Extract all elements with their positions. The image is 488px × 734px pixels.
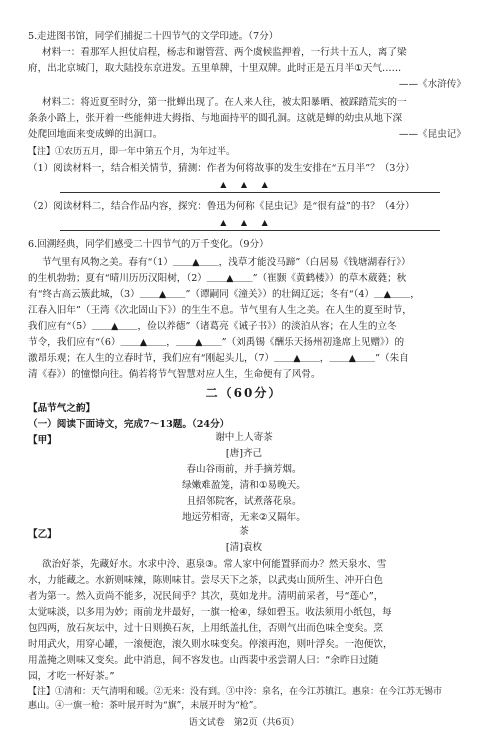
q6-line6: 节令，我们应有“（6）＿＿▲＿＿，＿＿▲＿＿”（刘禹锡《酬乐天扬州初逢席上见赠》）的 bbox=[28, 337, 405, 348]
q5-material2-line1: 材料二：将近夏至时分，第一批蝉出现了。在人来人往，被太阳暴晒、被踩踏荒实的一 bbox=[42, 97, 407, 108]
q5-material2-source: ——《昆虫记》 bbox=[398, 129, 466, 140]
prose-line6: 时用武火，用穿心罐，一滚便泡，滚久则水味变矣。停滚再泡，则叶浮矣。一泡便饮， bbox=[28, 639, 393, 650]
q5-intro: 5.走进图书馆，同学们捕捉二十四节气的文学印迹。（7分） bbox=[28, 31, 279, 42]
prose-title: 茶 bbox=[239, 526, 249, 537]
q5-material1-line1: 材料一：看那军人担仗启程，杨志和谢管营、两个虞候监押着，一行共十五人，离了梁 bbox=[42, 47, 407, 58]
prose-note-line2: 惠山。④一旗一枪：茶叶展开时为“旗”，未展开时为“枪”。 bbox=[28, 701, 263, 711]
prose-line1: 欲治好茶，先藏好水。水求中泠、惠泉③。常人家中何能置驿而办？然天泉水、雪 bbox=[42, 559, 387, 570]
q5-material2-line3: 处爬回地面来变成蝉的出洞口。 bbox=[28, 129, 163, 140]
q5-material1-line2: 府，出北京城门，取大陆投东京进发。五里单牌，十里双牌。此时正是五月半①天气…… bbox=[28, 63, 402, 74]
page-footer: 语文试卷 第2页（共6页） bbox=[188, 718, 300, 728]
poem-line1: 春山谷雨前，并手摘芳烟。 bbox=[186, 464, 302, 475]
poem-author: [唐]齐己 bbox=[225, 448, 263, 459]
part2-section-head: 【品节气之韵】 bbox=[28, 403, 96, 414]
q5-material2-line2: 条条小路上，张开着一些能伸进大拇指、与地面持平的圆孔洞。这就是蝉的幼虫从地下深 bbox=[28, 113, 403, 124]
prose-line2: 水，力能藏之。水新则味辣，陈则味甘。尝尽天下之茶，以武夷山顶所生、冲开白色 bbox=[28, 575, 383, 586]
prose-author: [清]袁枚 bbox=[225, 542, 263, 553]
prose-line3: 者为第一。然入贡尚不能多，况民间乎？其次，莫如龙井。清明前采者，号“莲心”， bbox=[28, 591, 384, 602]
poem-title: 谢中上人寄茶 bbox=[215, 432, 273, 443]
part2-jia-label: 【甲】 bbox=[28, 435, 57, 446]
part2-title: 二（60分） bbox=[205, 386, 283, 400]
q6-line4: 江春入旧年”（王湾《次北固山下》）的生生不息。节气里有人生之美。在人生的夏至时节， bbox=[28, 305, 412, 316]
q5-answer-marks-2: ▲ ▲ ▲ bbox=[220, 218, 274, 227]
prose-line4: 太觉味淡，以多用为妙；雨前龙井最好，一旗一枪④，绿如碧玉。收法须用小纸包，每 bbox=[28, 607, 392, 618]
q5-note: 【注】①农历五月，即一年中第五个月，为年过半。 bbox=[28, 147, 236, 157]
q5-material1-source: ——《水浒传》 bbox=[398, 79, 466, 90]
q6-line1: 节气里有风物之美。春有“（1）＿＿▲＿＿，浅草才能没马蹄”（白居易《钱塘湖春行》） bbox=[42, 257, 411, 268]
part2-yi-label: 【乙】 bbox=[28, 529, 57, 540]
q5-answer-line-1[interactable] bbox=[60, 192, 440, 193]
q5-answer-marks-1: ▲ ▲ ▲ bbox=[220, 180, 274, 189]
q6-line5: 我们应有“（5）＿＿▲＿＿，俭以养德”（诸葛亮《诫子书》）的淡泊从容；在人生的立冬 bbox=[28, 321, 397, 332]
q6-line8: 清《春》）的憧憬向往。倘若将节气智慧对应人生，生命便有了风骨。 bbox=[28, 369, 321, 380]
prose-line8: 园，才吃一杯好茶。” bbox=[28, 671, 115, 682]
prose-line7: 用盖掩之则味又变矣。此中消息，间不容发也。山西裴中丞尝谓人曰：“余昨日过随 bbox=[28, 655, 379, 666]
q6-line3: 有“终古高云簇此城，（3）＿＿▲＿＿”（谭嗣同《潼关》）的壮阔辽远；冬有“（4）＿▲＿＿， bbox=[28, 289, 420, 300]
poem-line3: 且招邻院客，试煮落花泉。 bbox=[186, 496, 302, 507]
q6-line7: 激昂乐观；在人生的立春时节，我们应有“刚起头儿，（7）＿＿▲＿＿，＿＿▲＿＿”（朱自 bbox=[28, 353, 409, 364]
poem-line4: 地远劳相寄，无来②又隔年。 bbox=[182, 512, 306, 523]
q6-intro: 6.回溯经典，同学们感受二十四节气的万千变化。（9分） bbox=[28, 239, 269, 250]
poem-line2: 绿嫩难盈笼，清和①易晚天。 bbox=[182, 480, 306, 491]
prose-note-line1: 【注】①清和：天气清明和暖。②无来：没有到。③中泠：泉名，在今江苏镇江。惠泉：在今江苏无锡市 bbox=[28, 687, 443, 697]
prose-line5: 包四两，放石灰坛中，过十日则换石灰，上用纸盖扎住，否则气出而色味全变矣。烹 bbox=[28, 623, 383, 634]
part2-reading-head: （一）阅读下面诗文，完成7～13题。（24分） bbox=[28, 419, 230, 430]
q5-answer-line-2[interactable] bbox=[60, 230, 440, 231]
q5-sub2: （2）阅读材料二，结合作品内容，探究：鲁迅为何称《昆虫记》是“很有益”的书？（4分） bbox=[28, 201, 415, 212]
q6-line2: 的生机勃勃；夏有“晴川历历汉阳树，（2）＿＿▲＿＿”（崔颢《黄鹤楼》）的草木葳蕤；秋 bbox=[28, 273, 407, 284]
q5-sub1: （1）阅读材料一，结合相关情节，猜测：作者为何将故事的发生安排在“五月半”？（3分） bbox=[28, 163, 415, 174]
